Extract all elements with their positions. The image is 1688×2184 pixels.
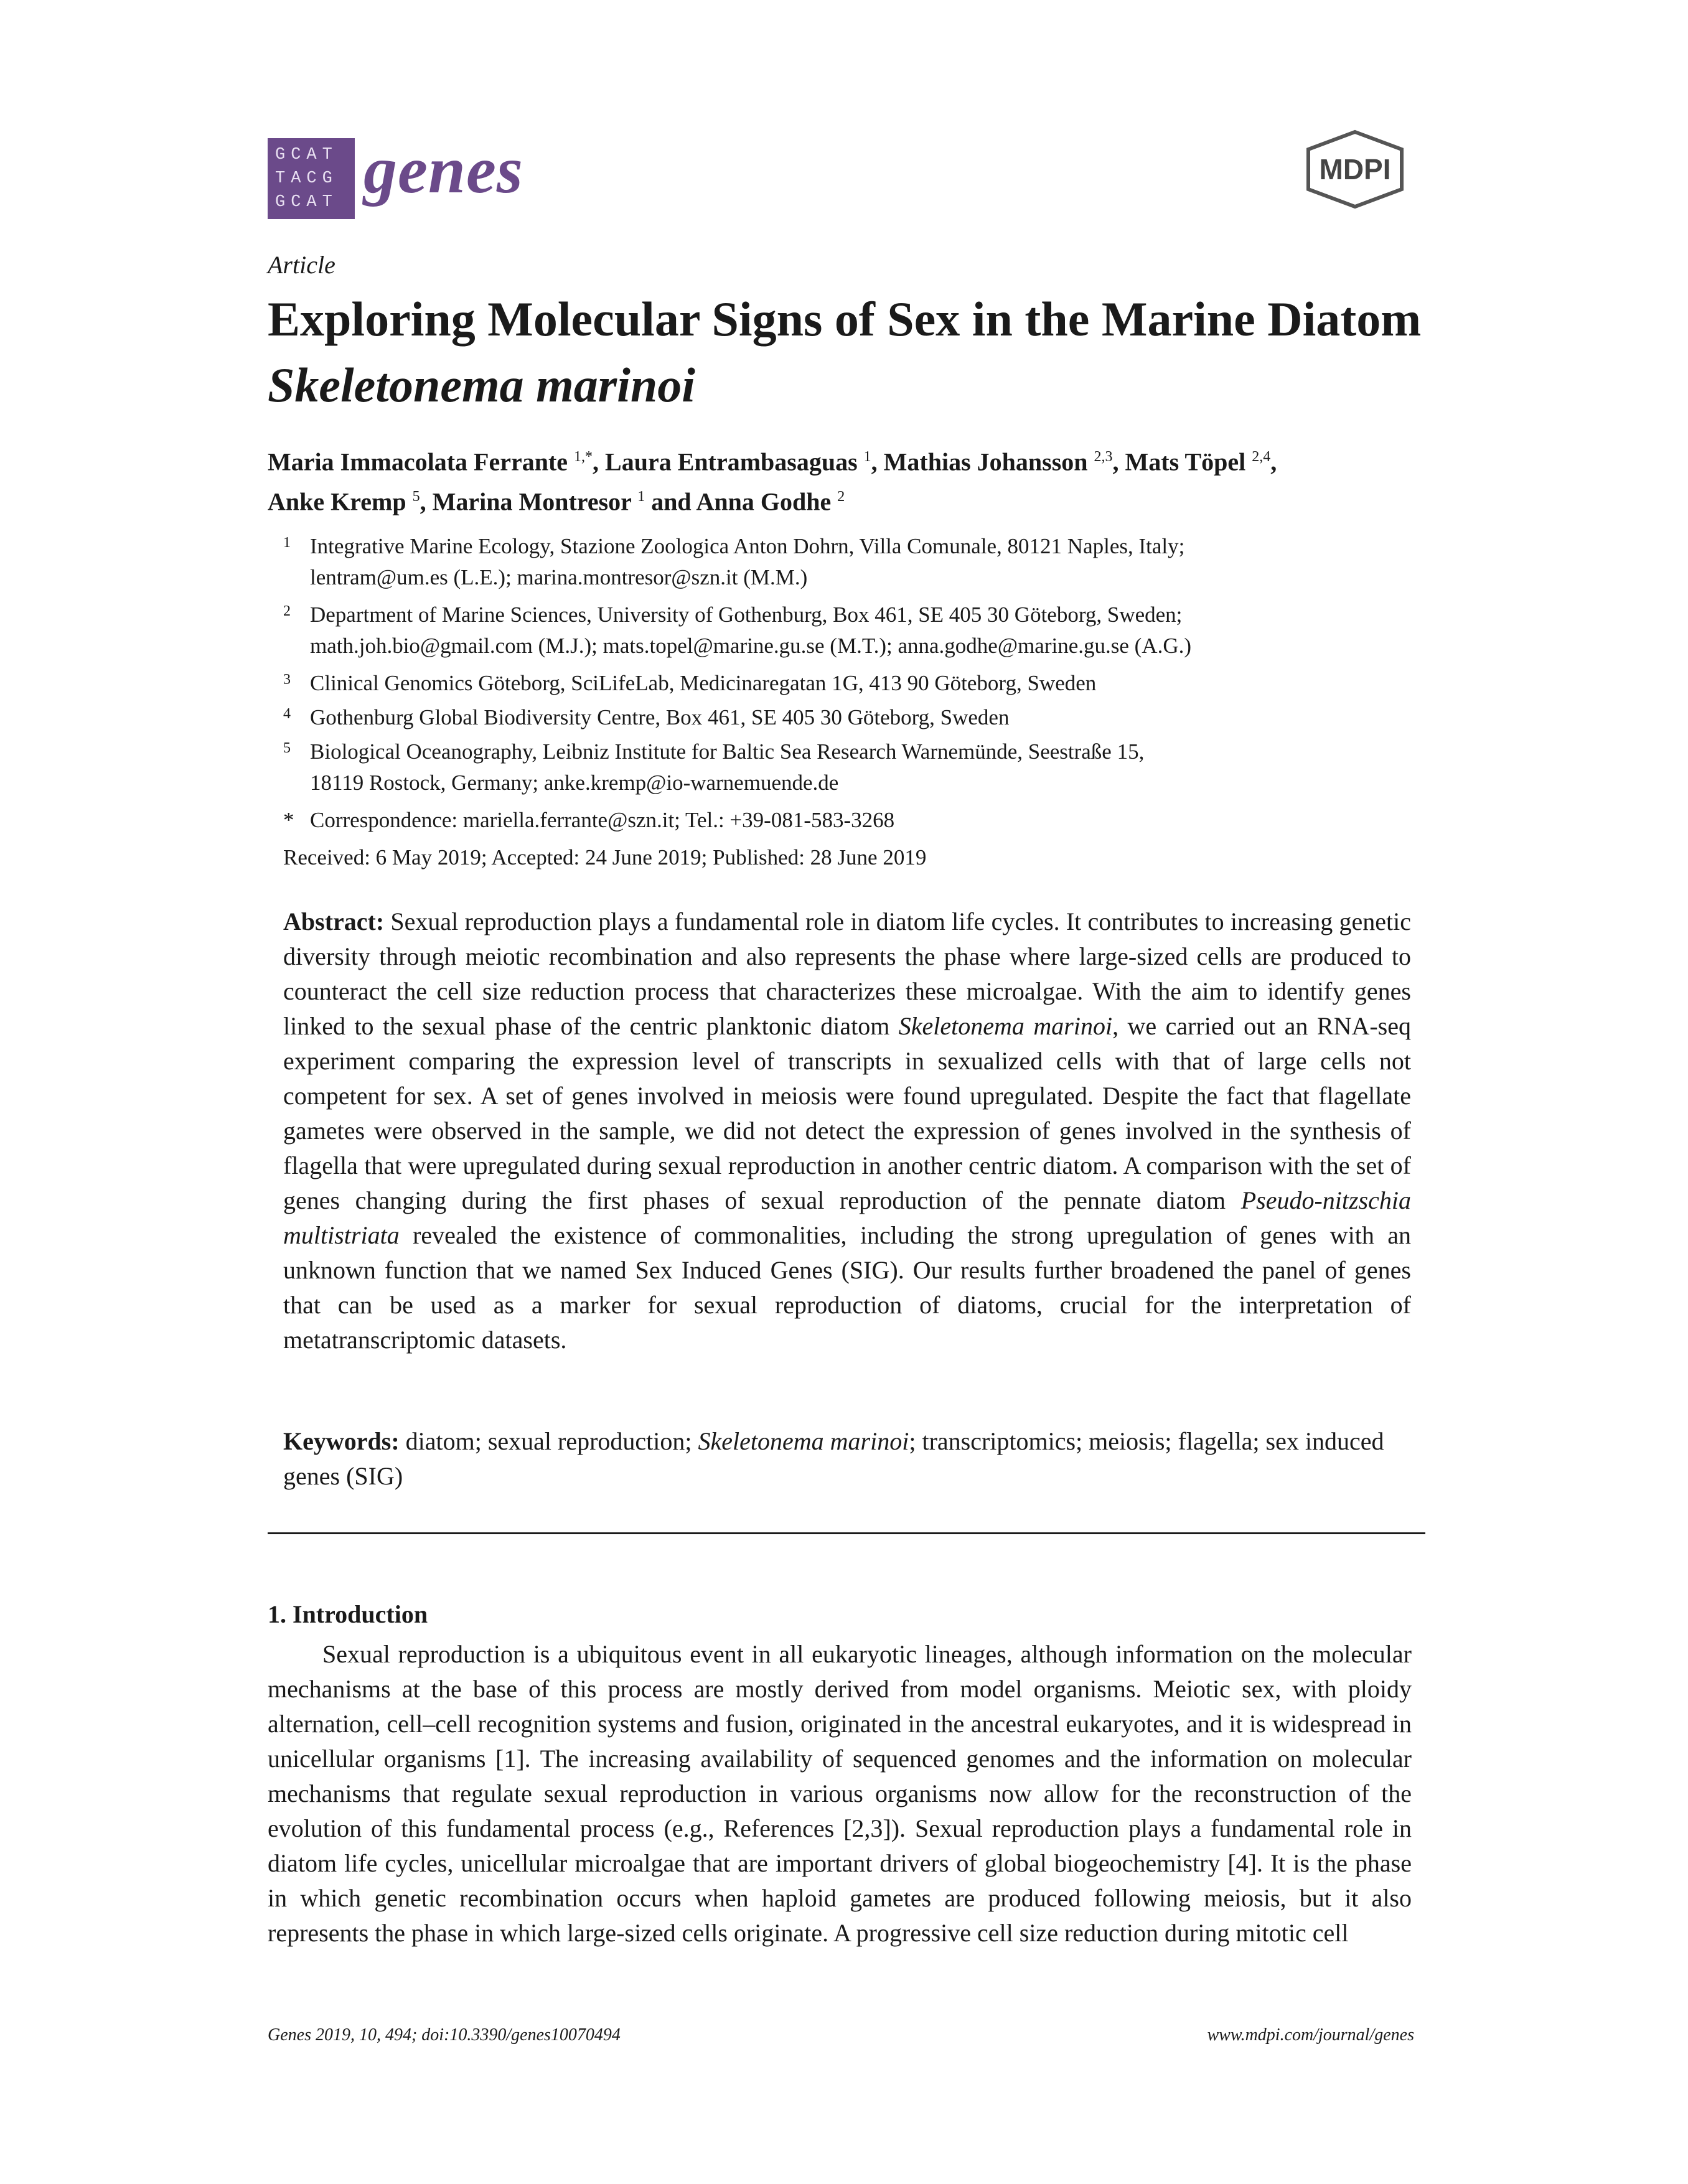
author-separator: , — [420, 487, 433, 516]
author-name: Laura Entrambasaguas — [605, 448, 858, 476]
affiliation-text: Gothenburg Global Biodiversity Centre, Box 461, SE 405 30 Göteborg, Sweden — [310, 705, 1010, 729]
author-affil-ref: 1 — [637, 489, 645, 505]
affiliation-email: math.joh.bio@gmail.com (M.J.); mats.topel@marine.gu.se (M.T.); anna.godhe@marine.gu.se (A.G.) — [310, 634, 1192, 658]
species-name: Pseudo-nitzschia multistriata — [283, 1186, 1411, 1249]
correspondence-text: Correspondence: mariella.ferrante@szn.it; Tel.: +39-081-583-3268 — [310, 808, 895, 832]
author-name: Mats Töpel — [1125, 448, 1246, 476]
abstract-text: revealed the existence of commonalities, including the strong upregulation of genes with an unknown function that we named Sex Induced Genes (SIG). Our results further broadened the panel of genes that can be used as a marker for sexual reproduction of diatoms, crucial for the interpretation of metatranscriptomic datasets. — [283, 1221, 1411, 1354]
author-affil-ref: 2 — [837, 489, 845, 505]
affiliation — [283, 531, 1404, 593]
author-name: Anna Godhe — [696, 487, 832, 516]
affiliation-number: 2 — [283, 603, 291, 619]
author-name: Maria Immacolata Ferrante — [268, 448, 568, 476]
mdpi-logo — [1296, 129, 1414, 209]
author-affil-ref: 2,3 — [1094, 449, 1113, 465]
author-separator: , — [1112, 448, 1125, 476]
logo-row: TACG — [275, 169, 338, 188]
title-text: Exploring Molecular Signs of Sex in the Marine Diatom — [268, 292, 1422, 346]
correspondence-mark: * — [283, 808, 294, 832]
keywords-label: Keywords: — [283, 1427, 400, 1455]
journal-logo — [268, 133, 523, 219]
affiliation-number: 3 — [283, 672, 291, 688]
author-separator: , — [1270, 448, 1277, 476]
abstract-text: , we carried out an RNA-seq experiment comparing the expression level of transcripts in sexualized cells with that of large cells not competent for sex. A set of genes involved in meiosis were found upregulated. Despite the fact that flagellate gametes were observed in the sample, we did not detect the expression of genes involved in the synthesis of flagella that were upregulated during sexual reproduction in another centric diatom. A comparison with the set of genes changing during the first phases of sexual reproduction of the pennate diatom — [283, 1012, 1411, 1214]
affiliation — [283, 599, 1404, 662]
author-separator: and — [645, 487, 696, 516]
affiliation-email: 18119 Rostock, Germany; anke.kremp@io-warnemuende.de — [310, 771, 839, 795]
publication-dates: Received: 6 May 2019; Accepted: 24 June 2019; Published: 28 June 2019 — [283, 845, 927, 869]
correspondence — [283, 805, 1404, 836]
article-type: Article — [268, 251, 335, 279]
keywords-text: ; transcriptomics; meiosis; flagella; sex induced genes (SIG) — [283, 1427, 1384, 1490]
affiliation-number: 1 — [283, 535, 291, 551]
affiliation-number: 5 — [283, 740, 291, 756]
author-name: Marina Montresor — [432, 487, 632, 516]
affiliation-text: Biological Oceanography, Leibniz Institute for Baltic Sea Research Warnemünde, Seestraße 15, — [310, 739, 1145, 764]
mdpi-logo-text: MDPI — [1319, 153, 1391, 185]
author-separator: , — [593, 448, 606, 476]
abstract-text: Sexual reproduction plays a fundamental role in diatom life cycles. It contributes to increasing genetic diversity through meiotic recombination and also represents the phase where large-sized cells are produced to counteract the cell size reduction process that characterizes these microalgae. With the aim to identify genes linked to the sexual phase of the centric planktonic diatom — [283, 907, 1411, 1040]
logo-row: GCAT — [275, 193, 338, 212]
footer-journal-url[interactable]: www.mdpi.com/journal/genes — [1207, 2025, 1414, 2045]
affiliation — [283, 736, 1404, 799]
affiliation — [283, 702, 1404, 733]
species-name: Skeletonema marinoi — [698, 1427, 909, 1455]
affiliation-number: 4 — [283, 706, 291, 722]
author-name: Anke Kremp — [268, 487, 406, 516]
affiliation-text: Department of Marine Sciences, University of Gothenburg, Box 461, SE 405 30 Göteborg, Sweden; — [310, 602, 1183, 627]
section-divider — [268, 1532, 1425, 1534]
author-affil-ref: 1 — [863, 449, 871, 465]
author-affil-ref: 5 — [412, 489, 420, 505]
abstract-label: Abstract: — [283, 907, 385, 935]
affiliation-email: lentram@um.es (L.E.); marina.montresor@szn.it (M.M.) — [310, 565, 808, 589]
author-separator: , — [871, 448, 884, 476]
introduction-body: Sexual reproduction is a ubiquitous event in all eukaryotic lineages, although information on the molecular mechanisms at the base of this process are mostly derived from model organisms. Meiotic sex, with ploidy alternation, cell–cell recognition systems and fusion, originated in the ancestral eukaryotes, and it is widespread in unicellular organisms [1]. The increasing availability of sequenced genomes and the information on molecular mechanisms that regulate sexual reproduction in various organisms now allow for the reconstruction of the evolution of this fundamental process (e.g., References [2,3]). Sexual reproduction plays a fundamental role in diatom life cycles, unicellular microalgae that are important drivers of global biogeochemistry [4]. It is the phase in which genetic recombination occurs when haploid gametes are produced following meiosis, but it also represents the phase in which large-sized cells originate. A progressive cell size reduction during mitotic cell — [268, 1640, 1412, 1947]
author-affil-ref: 2,4 — [1252, 449, 1271, 465]
author-affil-ref: 1,* — [574, 449, 593, 465]
section-heading: 1. Introduction — [268, 1600, 428, 1628]
title-species: Skeletonema marinoi — [268, 358, 695, 412]
author-name: Mathias Johansson — [883, 448, 1088, 476]
footer-citation: Genes 2019, 10, 494; doi:10.3390/genes10070494 — [268, 2025, 621, 2045]
affiliation — [283, 668, 1404, 699]
logo-row: GCAT — [275, 146, 338, 164]
species-name: Skeletonema marinoi — [898, 1012, 1113, 1040]
journal-logo-mark — [268, 138, 355, 219]
journal-name: genes — [363, 133, 523, 207]
affiliation-text: Clinical Genomics Göteborg, SciLifeLab, Medicinaregatan 1G, 413 90 Göteborg, Sweden — [310, 671, 1097, 695]
affiliation-text: Integrative Marine Ecology, Stazione Zoologica Anton Dohrn, Villa Comunale, 80121 Naples, Italy; — [310, 534, 1185, 558]
author-list — [268, 439, 1450, 520]
abstract — [283, 904, 1411, 1357]
keywords-text: diatom; sexual reproduction; — [399, 1427, 698, 1455]
keywords — [283, 1424, 1411, 1494]
article-title — [268, 286, 1450, 418]
